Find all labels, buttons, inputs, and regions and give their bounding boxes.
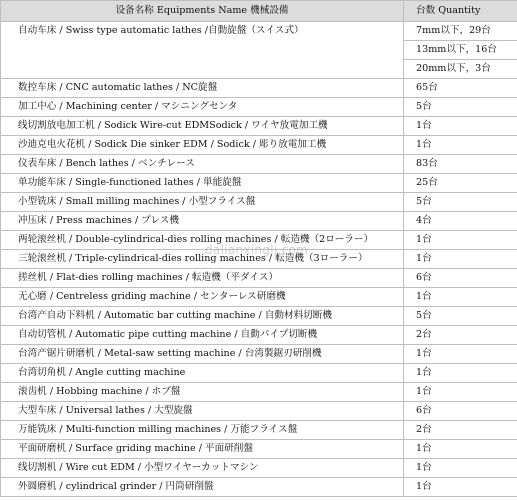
equipment-name-cell: 数控车床 / CNC automatic lathes / NC旋盤 [1, 79, 404, 98]
quantity-cell: 1台 [404, 345, 517, 364]
quantity-cell: 1台 [404, 478, 517, 497]
quantity-cell: 20mm以下，3台 [404, 60, 517, 79]
table-row [1, 326, 517, 345]
quantity-cell: 5台 [404, 307, 517, 326]
quantity-cell: 1台 [404, 440, 517, 459]
table-row [1, 345, 517, 364]
quantity-cell: 1台 [404, 383, 517, 402]
table-row [1, 440, 517, 459]
equipment-name-cell: 加工中心 / Machining center / マシニングセンタ [1, 98, 404, 117]
quantity-cell: 1台 [404, 288, 517, 307]
quantity-cell: 65台 [404, 79, 517, 98]
table-row [1, 193, 517, 212]
equipment-name-cell: 线切割放电加工机 / Sodick Wire-cut EDMSodick / ワイヤ放電加工機 [1, 117, 404, 136]
quantity-cell: 2台 [404, 421, 517, 440]
column-header-quantity: 台数 Quantity [404, 1, 517, 22]
column-header-equipment-name: 设备名称 Equipments Name 機械設備 [1, 1, 404, 22]
table-row [1, 307, 517, 326]
table-row [1, 383, 517, 402]
quantity-cell: 4台 [404, 212, 517, 231]
table-row [1, 212, 517, 231]
quantity-cell: 1台 [404, 136, 517, 155]
equipment-name-cell: 沙迪克电火花机 / Sodick Die sinker EDM / Sodick / 彫り放電加工機 [1, 136, 404, 155]
equipment-name-cell: 台湾产锯片研磨机 / Metal-saw setting machine / 台湾製鋸刃研削機 [1, 345, 404, 364]
equipment-name-cell: 自动车床 / Swiss type automatic lathes /自動旋盤（スイス式） [1, 22, 404, 79]
quantity-cell: 1台 [404, 117, 517, 136]
quantity-cell: 5台 [404, 98, 517, 117]
table-row [1, 478, 517, 497]
table-row [1, 402, 517, 421]
table-row [1, 421, 517, 440]
quantity-cell: 1台 [404, 459, 517, 478]
table-row [1, 269, 517, 288]
equipment-name-cell: 单功能车床 / Single-functioned lathes / 単能旋盤 [1, 174, 404, 193]
quantity-cell: 6台 [404, 402, 517, 421]
quantity-cell: 25台 [404, 174, 517, 193]
table-row [1, 22, 517, 41]
equipment-name-cell: 线切割机 / Wire cut EDM / 小型ワイヤーカットマシン [1, 459, 404, 478]
table-row [1, 117, 517, 136]
quantity-cell: 6台 [404, 269, 517, 288]
quantity-cell: 1台 [404, 364, 517, 383]
table-row [1, 98, 517, 117]
quantity-cell: 13mm以下，16台 [404, 41, 517, 60]
equipment-name-cell: 自动切管机 / Automatic pipe cutting machine / 自動パイプ切断機 [1, 326, 404, 345]
equipment-name-cell: 冲压床 / Press machines / プレス機 [1, 212, 404, 231]
equipment-name-cell: 两轮滚丝机 / Double-cylindrical-dies rolling machines / 転造機（2ローラー） [1, 231, 404, 250]
table-row [1, 459, 517, 478]
quantity-cell: 5台 [404, 193, 517, 212]
quantity-cell: 1台 [404, 231, 517, 250]
quantity-cell: 2台 [404, 326, 517, 345]
equipment-name-cell: 大型车床 / Universal lathes / 大型旋盤 [1, 402, 404, 421]
equipment-name-cell: 搓丝机 / Flat-dies rolling machines / 転造機（平ダイス） [1, 269, 404, 288]
equipment-name-cell: 滚齿机 / Hobbing machine / ホブ盤 [1, 383, 404, 402]
table-row [1, 250, 517, 269]
table-row [1, 288, 517, 307]
table-row [1, 136, 517, 155]
table-row [1, 364, 517, 383]
equipment-name-cell: 台湾切角机 / Angle cutting machine [1, 364, 404, 383]
equipment-name-cell: 平面研磨机 / Surface griding machine / 平面研削盤 [1, 440, 404, 459]
watermark-text: dalianxingli.com [205, 243, 309, 257]
table-header-row [1, 1, 517, 22]
quantity-cell: 83台 [404, 155, 517, 174]
table-row [1, 231, 517, 250]
table-row [1, 174, 517, 193]
quantity-cell: 7mm以下，29台 [404, 22, 517, 41]
quantity-cell: 1台 [404, 250, 517, 269]
equipment-name-cell: 无心磨 / Centreless griding machine / センターレス研磨機 [1, 288, 404, 307]
equipment-name-cell: 万能铣床 / Multi-function milling machines / 万能フライス盤 [1, 421, 404, 440]
table-row [1, 79, 517, 98]
table-row [1, 155, 517, 174]
equipment-name-cell: 三轮滚丝机 / Triple-cylindrical-dies rolling machines / 転造機（3ローラー） [1, 250, 404, 269]
equipment-name-cell: 外圆磨机 / cylindrical grinder / 円筒研削盤 [1, 478, 404, 497]
equipment-name-cell: 小型铣床 / Small milling machines / 小型フライス盤 [1, 193, 404, 212]
equipment-name-cell: 台湾产自动下料机 / Automatic bar cutting machine / 自動材料切断機 [1, 307, 404, 326]
equipment-name-cell: 仪表车床 / Bench lathes / ベンチレース [1, 155, 404, 174]
